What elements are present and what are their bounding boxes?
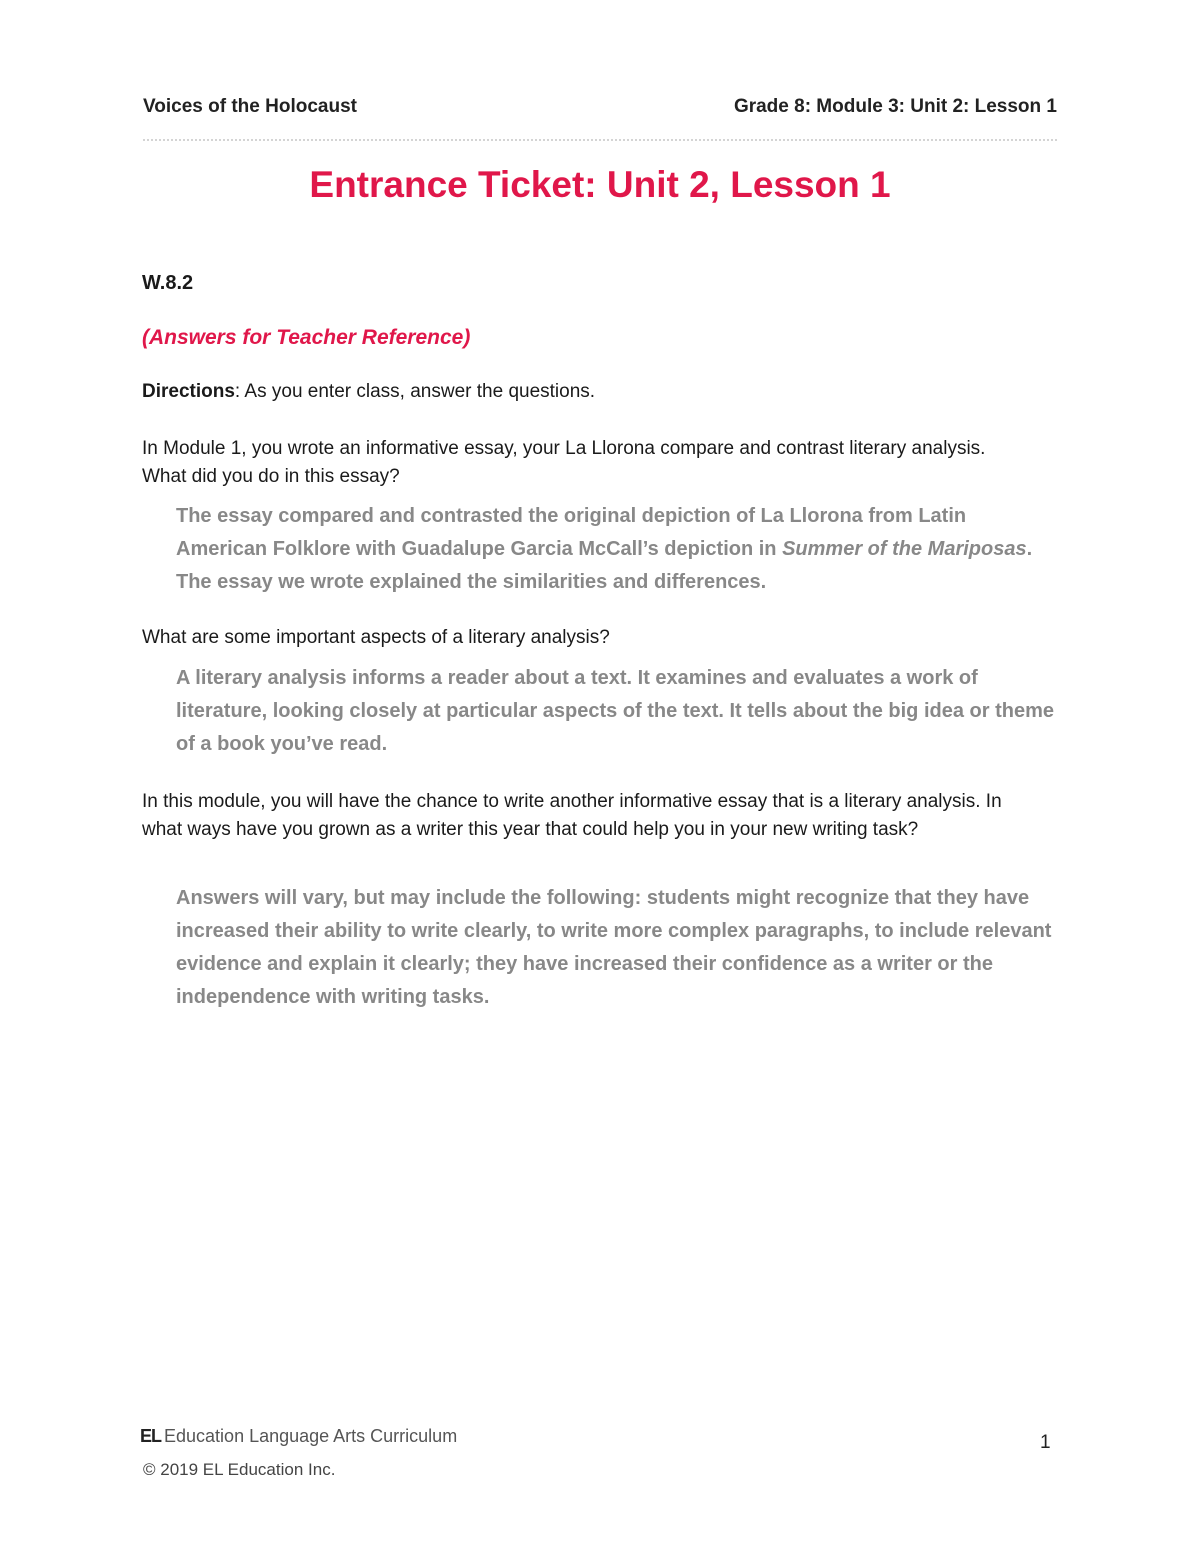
page-header	[143, 96, 1057, 122]
lesson-reference: Grade 8: Module 3: Unit 2: Lesson 1	[733, 96, 1057, 117]
footer-curriculum	[140, 1426, 457, 1447]
curriculum-name: Education Language Arts Curriculum	[164, 1426, 458, 1446]
directions-label: Directions	[142, 381, 235, 402]
question-1: In Module 1, you wrote an informative essay, your La Llorona compare and contrast literary analysis. What did you do in this essay?	[142, 438, 986, 487]
question-2: What are some important aspects of a literary analysis?	[142, 627, 610, 648]
question-3: In this module, you will have the chance to write another informative essay that is a literary analysis. In what ways have you grown as a writer this year that could help you in your new writing task?	[142, 791, 1002, 840]
answer-1	[176, 500, 1061, 599]
answer-1-text-end: . The essay we wrote explained the similarities and differences.	[176, 538, 1033, 593]
page-number: 1	[1040, 1432, 1051, 1453]
answer-1-book-title: Summer of the Mariposas	[782, 538, 1027, 560]
standard-code: W.8.2	[142, 272, 194, 294]
teacher-reference-note: (Answers for Teacher Reference)	[142, 326, 471, 349]
el-logo-icon: EL	[140, 1426, 162, 1446]
header-divider	[143, 139, 1057, 141]
page-title: Entrance Ticket: Unit 2, Lesson 1	[309, 164, 891, 205]
answer-1-text-start: The essay compared and contrasted the original depiction of La Llorona from Latin American Folklore with Guadalupe Garcia McCall’s depiction in	[176, 505, 967, 560]
directions-text: : As you enter class, answer the questions.	[234, 381, 596, 402]
directions	[142, 381, 1042, 403]
answer-3: Answers will vary, but may include the following: students might recognize that they have increased their ability to write clearly, to write more complex paragraphs, to include relevant evidence and explain it clearly; they have increased their confidence as a writer or the independence with writing tasks.	[176, 887, 1052, 1008]
module-title: Voices of the Holocaust	[143, 96, 357, 117]
answer-2: A literary analysis informs a reader about a text. It examines and evaluates a work of literature, looking closely at particular aspects of the text. It tells about the big idea or theme of a book you’ve read.	[176, 667, 1054, 755]
copyright: © 2019 EL Education Inc.	[143, 1460, 336, 1479]
